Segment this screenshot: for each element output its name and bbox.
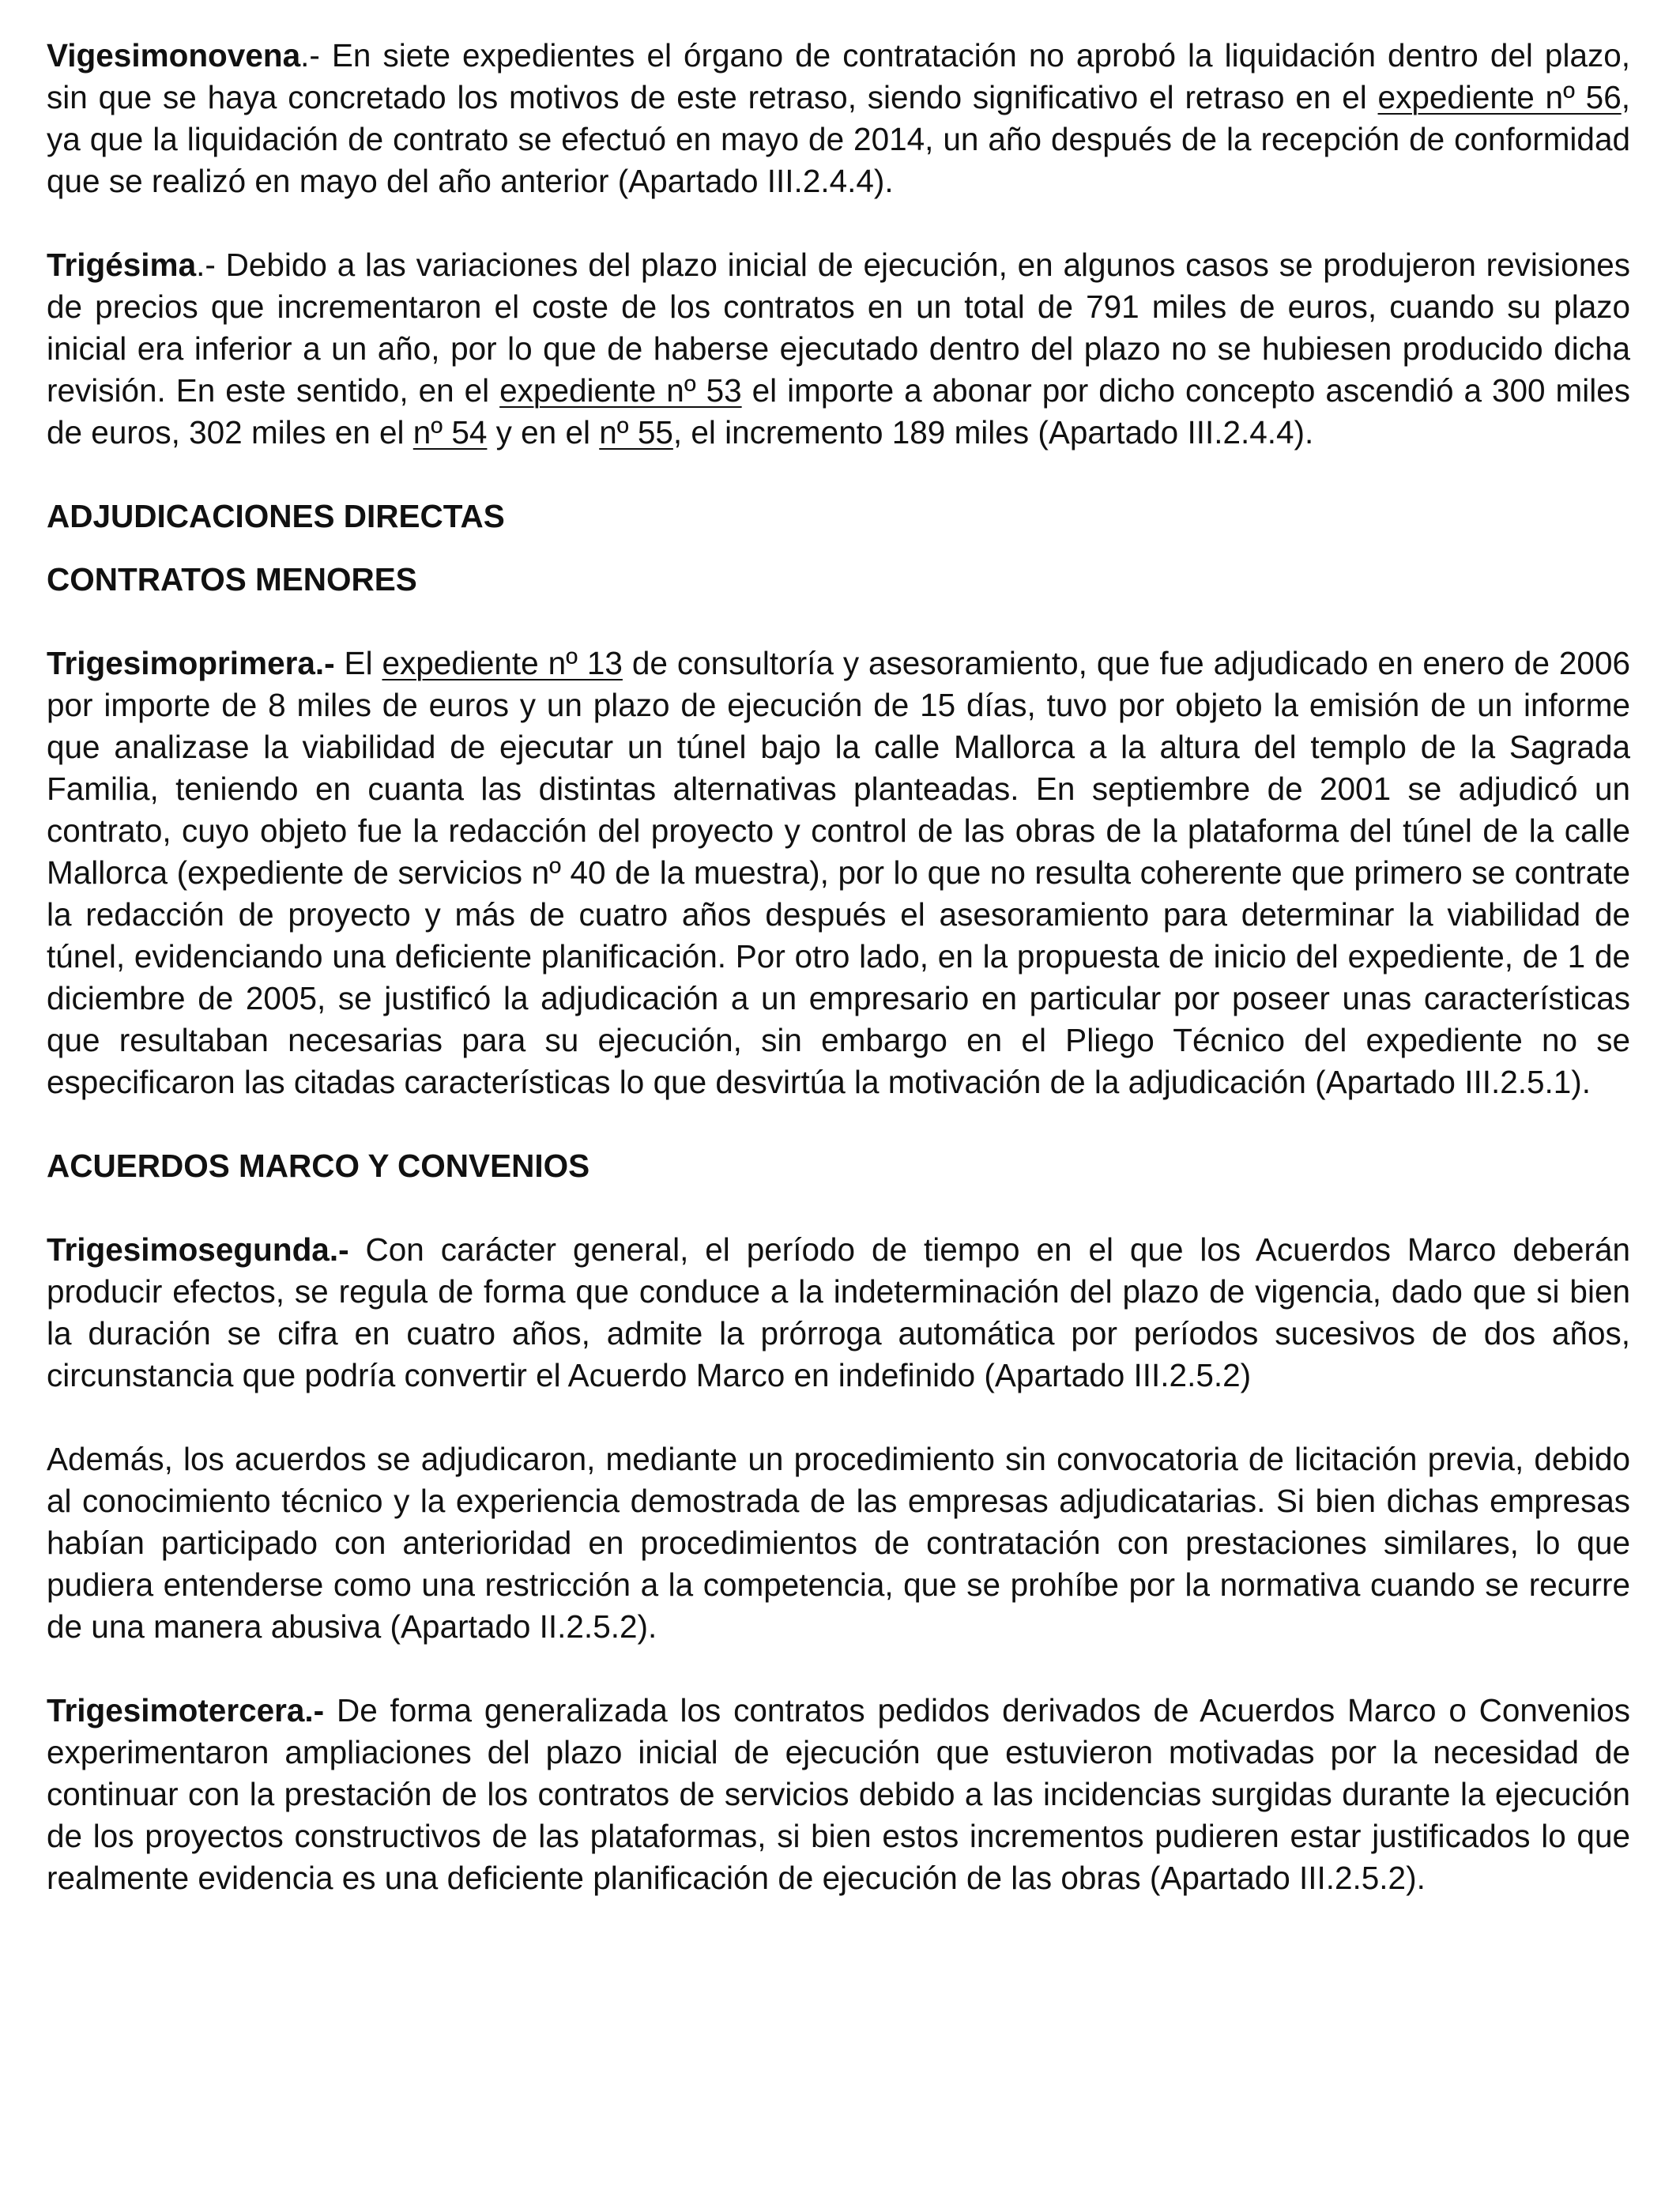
expediente-reference: expediente nº 13 — [382, 645, 623, 681]
paragraph-lead: Trigesimosegunda.- — [47, 1231, 349, 1268]
paragraph-lead: Trigesimoprimera.- — [47, 645, 335, 681]
paragraph-text: El — [334, 645, 382, 681]
paragraph-text: De forma generalizada los contratos pedidos derivados de Acuerdos Marco o Convenios experimentaron ampliaciones del plazo inicial de ejecución que estuvieron motivadas por la necesidad de continuar con la prestación de los contratos de servicios debido a las incidencias surgidas durante la ejecución de los proyectos constructivos de las plataformas, si bien estos incrementos pudieren estar justificados lo que realmente evidencia es una deficiente planificación de ejecución de las obras (Apartado III.2.5.2). — [47, 1692, 1630, 1896]
section-heading-adjudicaciones: ADJUDICACIONES DIRECTAS — [47, 498, 505, 534]
expediente-reference: nº 54 — [412, 414, 488, 450]
paragraph-vigesimonovena — [47, 35, 1630, 202]
section-heading-contratos-menores: CONTRATOS MENORES — [47, 561, 417, 598]
paragraph-text: de consultoría y asesoramiento, que fue adjudicado en enero de 2006 por importe de 8 miles de euros y un plazo de ejecución de 15 días, tuvo por objeto la emisión de un informe que analizase la viabilidad de ejecutar un túnel bajo la calle Mallorca a la altura del templo de la Sagrada Familia, teniendo en cuanta las distintas alternativas planteadas. En septiembre de 2001 se adjudicó un contrato, cuyo objeto fue la redacción del proyecto y control de las obras de la plataforma del túnel de la calle Mallorca (expediente de servicios nº 40 de la muestra), por lo que no resulta coherente que primero se contrate la redacción de proyecto y más de cuatro años después el asesoramiento para determinar la viabilidad de túnel, evidenciando una deficiente planificación. Por otro lado, en la propuesta de inicio del expediente, de 1 de diciembre de 2005, se justificó la adjudicación a un empresario en particular por poseer unas características que resultaban necesarias para su ejecución, sin embargo en el Pliego Técnico del expediente no se especificaron las citadas características lo que desvirtúa la motivación de la adjudicación (Apartado III.2.5.1). — [47, 645, 1630, 1100]
document-page — [47, 35, 1630, 1941]
paragraph-ademas: Además, los acuerdos se adjudicaron, mediante un procedimiento sin convocatoria de licitación previa, debido al conocimiento técnico y la experiencia demostrada de las empresas adjudicatarias. Si bien dichas empresas habían participado con anterioridad en procedimientos de contratación con prestaciones similares, lo que pudiera entenderse como una restricción a la competencia, que se prohíbe por la normativa cuando se recurre de una manera abusiva (Apartado II.2.5.2). — [47, 1441, 1630, 1645]
paragraph-text: , ya que la liquidación de contrato se efectuó en mayo de 2014, un año después de la recepción de conformidad que se realizó en mayo del año anterior (Apartado III.2.4.4). — [47, 79, 1630, 199]
paragraph-lead: Trigesimotercera.- — [47, 1692, 325, 1728]
paragraph-lead: Trigésima — [47, 247, 197, 283]
paragraph-text: .- Debido a las variaciones del plazo inicial de ejecución, en algunos casos se produjeron revisiones de precios que incrementaron el coste de los contratos en un total de 791 miles de euros, cuando su plazo inicial era inferior a un año, por lo que de haberse ejecutado dentro del plazo no se hubiesen producido dicha revisión. En este sentido, en el — [47, 247, 1630, 409]
paragraph-trigesima — [47, 244, 1630, 454]
paragraph-trigesimoprimera — [47, 643, 1630, 1103]
paragraph-text: .- En siete expedientes el órgano de contratación no aprobó la liquidación dentro del plazo, sin que se haya concretado los motivos de este retraso, siendo significativo el retraso en el — [47, 37, 1630, 115]
paragraph-trigesimotercera — [47, 1690, 1630, 1899]
section-heading-acuerdos-marco: ACUERDOS MARCO Y CONVENIOS — [47, 1148, 590, 1184]
expediente-reference: expediente nº 56 — [1377, 79, 1622, 115]
paragraph-text: y en el — [487, 414, 600, 450]
paragraph-text: Con carácter general, el período de tiempo en el que los Acuerdos Marco deberán producir efectos, se regula de forma que conduce a la indeterminación del plazo de vigencia, dado que si bien la duración se cifra en cuatro años, admite la prórroga automática por períodos sucesivos de dos años, circunstancia que podría convertir el Acuerdo Marco en indefinido (Apartado III.2.5.2) — [47, 1231, 1630, 1393]
paragraph-trigesimosegunda — [47, 1229, 1630, 1397]
paragraph-text: el importe a abonar por dicho concepto ascendió a 300 miles de euros, 302 miles en el — [47, 372, 1630, 450]
expediente-reference: nº 55 — [599, 414, 673, 450]
paragraph-text: , el incremento 189 miles (Apartado III.2.4.4). — [672, 414, 1314, 450]
expediente-reference: expediente nº 53 — [499, 372, 742, 409]
paragraph-lead: Vigesimonovena — [47, 37, 301, 74]
